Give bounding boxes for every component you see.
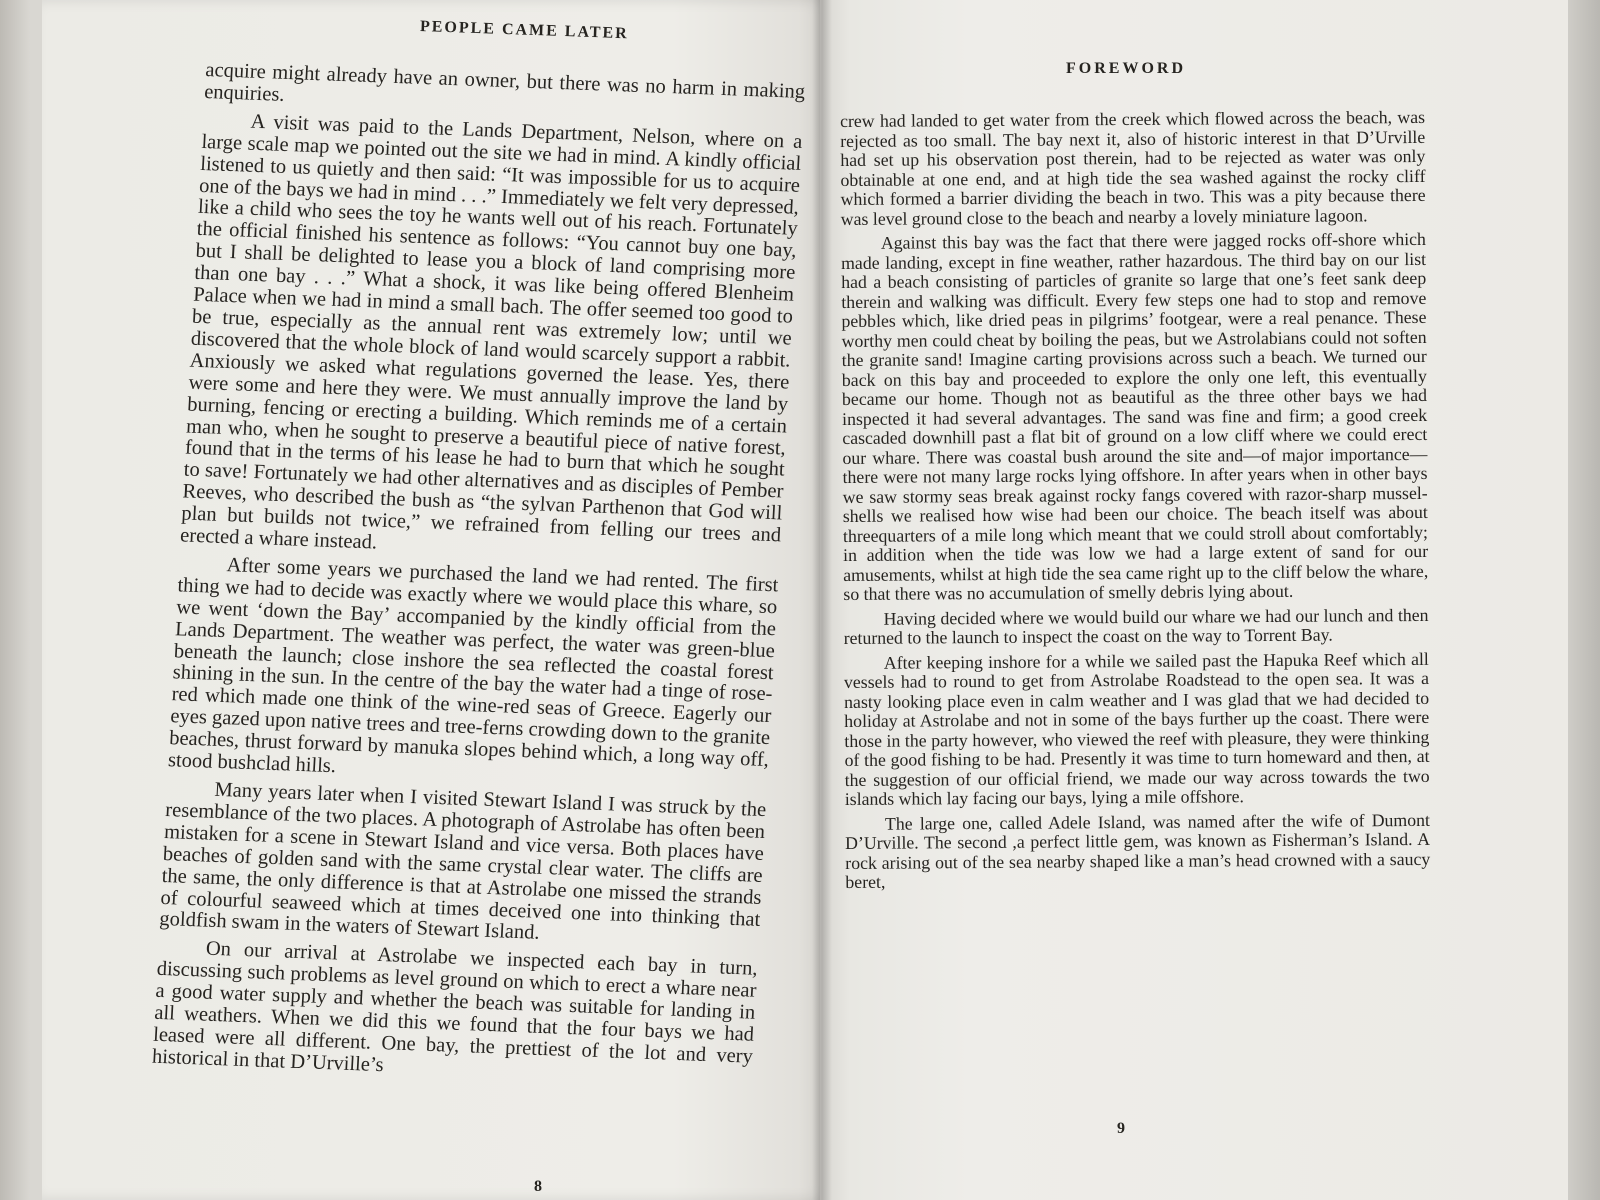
left-running-head: PEOPLE CAME LATER xyxy=(419,18,630,43)
left-paragraph-3: After some years we purchased the land we had rented. The first thing we had to decide was exactly where we would place this whare, so we went ‘down the Bay’ accompanied by the kindly official from the Lands Department. The weather was perfect, the water was green-blue beneath the launch; close inshore the sea reflected the coastal forest shining in the sun. In the centre of the bay the water had a tinge of rose-red which made one think of the wine-red seas of Greece. Eagerly our eyes gazed upon native trees and tree-ferns crowding down to the granite beaches, thrust forward by manuka slopes behind which, a long way off, stood bushclad hills. xyxy=(167,554,779,778)
right-page-number: 9 xyxy=(1117,1120,1125,1137)
right-paragraph-5: The large one, called Adele Island, was named after the wife of Dumont D’Urville. The second ,a perfect little gem, was known as Fisherman’s Island. A rock arising out of the sea nearby shaped like a man’s head crowned with a saucy beret, xyxy=(845,809,1431,892)
right-paragraph-3: Having decided where we would build our whare we had our lunch and then returned to the launch to inspect the coast on the way to Torrent Bay. xyxy=(843,604,1429,648)
right-paragraph-2: Against this bay was the fact that there were jagged rocks off-shore which made landing, except in fine weather, rather hazardous. The third bay on our list had a beach consisting of particles of granite so large that one’s feet sank deep therein and walking was difficult. Every few steps one had to stop and remove pebbles which, like dried peas in pilgrims’ footgear, were a real penance. These worthy men could cheat by boiling the peas, but we Astrolabians could not soften the granite sand! Imagine carting provisions across such a beach. We turned our back on this bay and proceeded to explore the only one left, this eventually became our home. Though not as beautiful as the three other bays we had inspected it had several advantages. The sand was fine and firm; a good creek cascaded downhill past a flat bit of ground on a low cliff where we could erect our whare. There was coastal bush around the site and—of major importance—there were not many large rocks lying offshore. In after years when in other bays we saw stormy seas break against rocky fangs covered with razor-sharp mussel-shells we realised how wise had been our choice. The beach itself was about threequarters of a mile long which meant that we could stroll about comfortably; in addition when the tide was low we had a large extent of sand for our amusements, whilst at high tide the sea came right up to the cliff below the whare, so that there was no accumulation of smelly debris lying about. xyxy=(840,228,1429,604)
left-paragraph-4: Many years later when I visited Stewart Island I was struck by the resemblance of the two places. A photograph of Astrolabe has often been mistaken for a scene in Stewart Island and vice versa. Both places have beaches of golden sand with the same crystal clear water. The cliffs are the same, the only difference is that at Astrolabe one missed the strands of colourful seaweed which at times deceived one into thinking that goldfish swam in the waters of Stewart Island. xyxy=(158,778,767,945)
right-paragraph-1: crew had landed to get water from the creek which flowed across the beach, was rejected as too small. The bay next it, also of historic interest in that D’Urville had set up his observation post therein, had to be rejected as water was only obtainable at one end, and at high tide the sea washed against the rocky cliff which formed a barrier dividing the beach in two. This was a pity because there was level ground close to the beach and nearby a lovely miniature lagoon. xyxy=(839,106,1426,229)
right-running-head: FOREWORD xyxy=(1066,60,1186,77)
book-gutter xyxy=(812,0,832,1200)
right-paragraph-4: After keeping inshore for a while we sailed past the Hapuka Reef which all vessels had to round to get from Astrolabe Roadstead to the open sea. It was a nasty looking place even in calm weather and I was glad that we had decided to holiday at Astrolabe and not in some of the bays further up the coast. There were those in the party however, who viewed the reef with pleasure, they were thinking of the good fishing to be had. Presently it was time to turn homeward and then, at the suggestion of our official friend, we made our way across towards the two islands which lay facing our bays, lying a mile offshore. xyxy=(843,648,1430,809)
right-page-body xyxy=(840,108,1430,898)
left-page-body xyxy=(151,60,806,1096)
left-page xyxy=(42,0,830,1200)
left-paragraph-1: acquire might already have an owner, but there was no harm in making enquiries. xyxy=(203,59,806,106)
left-paragraph-5: On our arrival at Astrolabe we inspected each bay in turn, discussing such problems as level ground on which to erect a whare near a good water supply and whether the beach was suitable for landing in all weathers. When we did this we found that the four bays we had leased were all different. One bay, the prettiest of the lot and very historical in that D’Urville’s xyxy=(151,937,759,1077)
left-paragraph-2: A visit was paid to the Lands Department, Nelson, where on a large scale map we pointed out the site we had in mind. A kindly official listened to us quietly and then said: “It was impossible for us to acquire one of the bays we had in mind . . .” Immediately we felt very depressed, like a child who sees the toy he wants well out of his reach. Fortunately the official finished his sentence as follows: “You cannot buy one bay, but I shall be delighted to lease you a block of land comprising more than one bay . . .” What a shock, it was like being offered Blenheim Palace when we had in mind a small bach. The offer seemed too good to be true, especially as the annual rent was extremely low; until we discovered that the whole block of land would scarcely support a rabbit. Anxiously we asked what regulations governed the lease. Yes, there were some and here they were. We must annually improve the land by burning, fencing or erecting a building. Which reminds me of a certain man who, when he sought to preserve a beautiful piece of native forest, found that in the terms of his lease he had to burn that which he sought to save! Fortunately we had other alternatives and as disciples of Pember Reeves, who described the bush as “the sylvan Parthenon that God will plan but builds not twice,” we refrained from felling our trees and erected a whare instead. xyxy=(179,110,803,554)
left-page-number: 8 xyxy=(534,1178,542,1195)
right-page xyxy=(820,0,1568,1200)
